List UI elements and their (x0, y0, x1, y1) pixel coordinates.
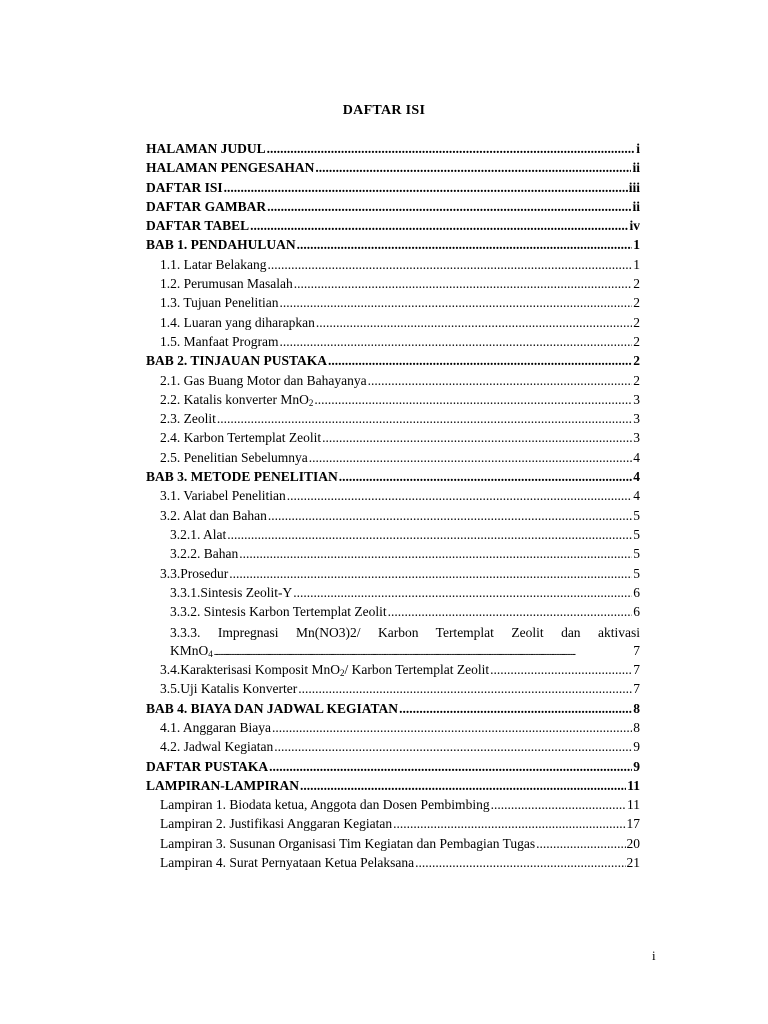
toc-entry[interactable] (146, 199, 640, 218)
subscript: 2 (308, 397, 314, 408)
toc-page: 3 (633, 411, 640, 427)
toc-label: 1.1. Latar Belakang (160, 256, 267, 272)
toc-label: 3.5.Uji Katalis Konverter (160, 681, 298, 697)
toc-label-text: 2.2. Katalis konverter MnO (160, 391, 309, 407)
toc-leader (229, 566, 632, 582)
toc-page: ii (632, 160, 640, 176)
toc-entry[interactable] (146, 141, 640, 160)
toc-label: Lampiran 4. Surat Pernyataan Ketua Pelaksana (160, 854, 415, 870)
toc-leader (272, 720, 632, 736)
toc-leader (294, 276, 633, 292)
toc-page: 1 (633, 237, 640, 253)
toc-label-text: / Karbon Tertemplat Zeolit (344, 662, 490, 678)
toc-entry[interactable] (146, 218, 640, 237)
toc-leader (300, 778, 626, 794)
toc-label: BAB 4. BIAYA DAN JADWAL KEGIATAN (146, 700, 399, 716)
toc-page: 2 (633, 314, 640, 330)
toc-label: BAB 3. METODE PENELITIAN (146, 469, 338, 485)
toc-page: 2 (633, 353, 640, 369)
toc-label: BAB 1. PENDAHULUAN (146, 237, 296, 253)
toc-label: Lampiran 2. Justifikasi Anggaran Kegiatan (160, 816, 393, 832)
page-number: i (652, 948, 656, 963)
toc-label: BAB 2. TINJAUAN PUSTAKA (146, 353, 328, 369)
toc-label: 3.2.2. Bahan (170, 546, 239, 562)
toc-label: 3.3.1.Sintesis Zeolit-Y (170, 584, 293, 600)
subscript: 2 (339, 668, 345, 679)
toc-page: 1 (633, 256, 640, 272)
toc-entry[interactable] (146, 276, 640, 295)
toc-label: DAFTAR PUSTAKA (146, 758, 269, 774)
toc-label (160, 662, 489, 678)
toc-leader (287, 488, 633, 504)
toc-entry[interactable] (146, 566, 640, 585)
toc-entry[interactable] (146, 585, 640, 604)
toc-page: 6 (633, 604, 640, 620)
toc-entry[interactable] (146, 237, 640, 256)
toc-label: Lampiran 1. Biodata ketua, Anggota dan Dosen Pembimbing (160, 797, 490, 813)
toc-leader (267, 141, 636, 157)
toc-label: 1.3. Tujuan Penelitian (160, 295, 279, 311)
toc-leader (214, 647, 632, 657)
toc-page: 7 (633, 642, 640, 658)
toc-entry[interactable] (146, 295, 640, 314)
toc-page: 2 (633, 333, 640, 349)
toc-page: 4 (633, 449, 640, 465)
toc-page: 20 (626, 835, 640, 851)
toc-entry[interactable] (146, 430, 640, 449)
toc-leader (297, 237, 633, 253)
toc-label: 1.5. Manfaat Program (160, 333, 279, 349)
toc-leader (328, 353, 632, 369)
toc-leader (309, 450, 633, 466)
toc-entry[interactable] (146, 720, 640, 739)
toc-page: iv (629, 218, 640, 234)
toc-label: 2.1. Gas Buang Motor dan Bahayanya (160, 372, 367, 388)
toc-leader (250, 218, 628, 234)
toc-label: LAMPIRAN-LAMPIRAN (146, 777, 299, 793)
toc-entry[interactable] (146, 759, 640, 778)
toc-entry[interactable] (146, 508, 640, 527)
toc-leader (490, 662, 632, 678)
toc-leader (293, 585, 632, 601)
toc-entry[interactable] (146, 816, 640, 835)
toc-label (170, 643, 213, 659)
toc-entry-wrapped[interactable]: 3.3.3. Impregnasi Mn(NO3)2/ Karbon Tertemplat Zeolit dan aktivasi (170, 625, 640, 641)
toc-leader (393, 816, 625, 832)
toc-leader (267, 199, 631, 215)
toc-label: 1.2. Perumusan Masalah (160, 276, 293, 292)
toc-leader (217, 411, 632, 427)
toc-page: iii (628, 179, 640, 195)
toc-label: HALAMAN PENGESAHAN (146, 160, 315, 176)
toc-page: 11 (627, 777, 640, 793)
toc-entry[interactable] (146, 160, 640, 179)
toc-label: 3.2.1. Alat (170, 526, 227, 542)
toc-page: 5 (633, 526, 640, 542)
toc-label: Lampiran 3. Susunan Organisasi Tim Kegiatan dan Pembagian Tugas (160, 835, 536, 851)
toc-label: 4.2. Jadwal Kegiatan (160, 739, 274, 755)
toc-label: 3.2. Alat dan Bahan (160, 507, 267, 523)
toc-page: 8 (633, 719, 640, 735)
toc-page: 4 (633, 469, 640, 485)
toc-label: DAFTAR GAMBAR (146, 198, 267, 214)
table-of-contents (146, 141, 640, 874)
toc-page: 6 (633, 584, 640, 600)
toc-entry[interactable] (146, 739, 640, 758)
toc-page: 9 (633, 758, 640, 774)
toc-leader (388, 604, 633, 620)
toc-leader (274, 739, 632, 755)
toc-page: 8 (633, 700, 640, 716)
toc-entry[interactable] (146, 836, 640, 855)
toc-leader (322, 430, 632, 446)
toc-leader (227, 527, 632, 543)
toc-leader (399, 701, 632, 717)
toc-leader (339, 469, 632, 485)
toc-entry[interactable] (146, 257, 640, 276)
toc-page: 11 (627, 797, 640, 813)
toc-entry[interactable] (146, 450, 640, 469)
toc-page: ii (632, 198, 640, 214)
toc-entry[interactable] (146, 469, 640, 488)
toc-leader (224, 180, 628, 196)
toc-entry[interactable] (146, 488, 640, 507)
toc-entry[interactable] (146, 411, 640, 430)
toc-page: 3 (633, 430, 640, 446)
toc-leader (316, 315, 632, 331)
toc-entry[interactable] (146, 778, 640, 797)
toc-label: 3.3.Prosedur (160, 565, 229, 581)
toc-label: 3.1. Variabel Penelitian (160, 488, 286, 504)
toc-entry[interactable] (146, 662, 640, 681)
toc-page: 21 (626, 854, 640, 870)
toc-page: 5 (633, 565, 640, 581)
toc-leader (315, 160, 631, 176)
toc-leader (269, 759, 632, 775)
toc-leader (314, 392, 632, 408)
toc-leader (536, 836, 625, 852)
toc-leader (298, 681, 632, 697)
toc-entry[interactable] (146, 855, 640, 874)
toc-leader (239, 546, 632, 562)
toc-leader (491, 797, 626, 813)
toc-leader (415, 855, 625, 871)
toc-page: 9 (633, 739, 640, 755)
toc-page: 5 (633, 507, 640, 523)
subscript: 4 (208, 648, 213, 659)
toc-label: DAFTAR TABEL (146, 218, 250, 234)
toc-page: 17 (626, 816, 640, 832)
toc-entry[interactable] (146, 681, 640, 700)
toc-entry[interactable] (146, 701, 640, 720)
toc-page: 2 (633, 372, 640, 388)
toc-page: 3 (633, 391, 640, 407)
toc-entry[interactable] (146, 546, 640, 565)
toc-entry[interactable] (146, 797, 640, 816)
toc-entry[interactable] (146, 392, 640, 411)
toc-label: DAFTAR ISI (146, 179, 223, 195)
toc-page: i (636, 141, 640, 156)
toc-entry[interactable] (146, 334, 640, 353)
toc-label: 4.1. Anggaran Biaya (160, 719, 271, 735)
toc-label-text: KMnO (170, 642, 209, 658)
toc-leader (267, 257, 632, 273)
page-title: DAFTAR ISI (342, 103, 426, 118)
toc-entry[interactable] (146, 353, 640, 372)
toc-leader (279, 334, 632, 350)
toc-entry[interactable] (146, 180, 640, 199)
toc-leader (268, 508, 632, 524)
toc-page: 4 (633, 488, 640, 504)
toc-page: 7 (633, 662, 640, 678)
toc-label (160, 392, 313, 408)
toc-page: 2 (633, 295, 640, 311)
toc-entry[interactable] (146, 643, 640, 662)
toc-entry[interactable] (146, 373, 640, 392)
toc-label: 1.4. Luaran yang diharapkan (160, 314, 315, 330)
toc-entry[interactable] (146, 527, 640, 546)
toc-label: 2.3. Zeolit (160, 411, 216, 427)
toc-label: 2.4. Karbon Tertemplat Zeolit (160, 430, 322, 446)
toc-page: 7 (633, 681, 640, 697)
toc-page: 2 (633, 276, 640, 292)
toc-label: 2.5. Penelitian Sebelumnya (160, 449, 308, 465)
toc-label-text: 3.4.Karakterisasi Komposit MnO (160, 662, 340, 678)
toc-leader (280, 295, 633, 311)
toc-label: 3.3.2. Sintesis Karbon Tertemplat Zeolit (170, 604, 387, 620)
toc-entry[interactable] (146, 315, 640, 334)
toc-page: 5 (633, 546, 640, 562)
toc-label: HALAMAN JUDUL (146, 141, 266, 156)
toc-leader (368, 373, 633, 389)
toc-entry[interactable] (146, 604, 640, 623)
